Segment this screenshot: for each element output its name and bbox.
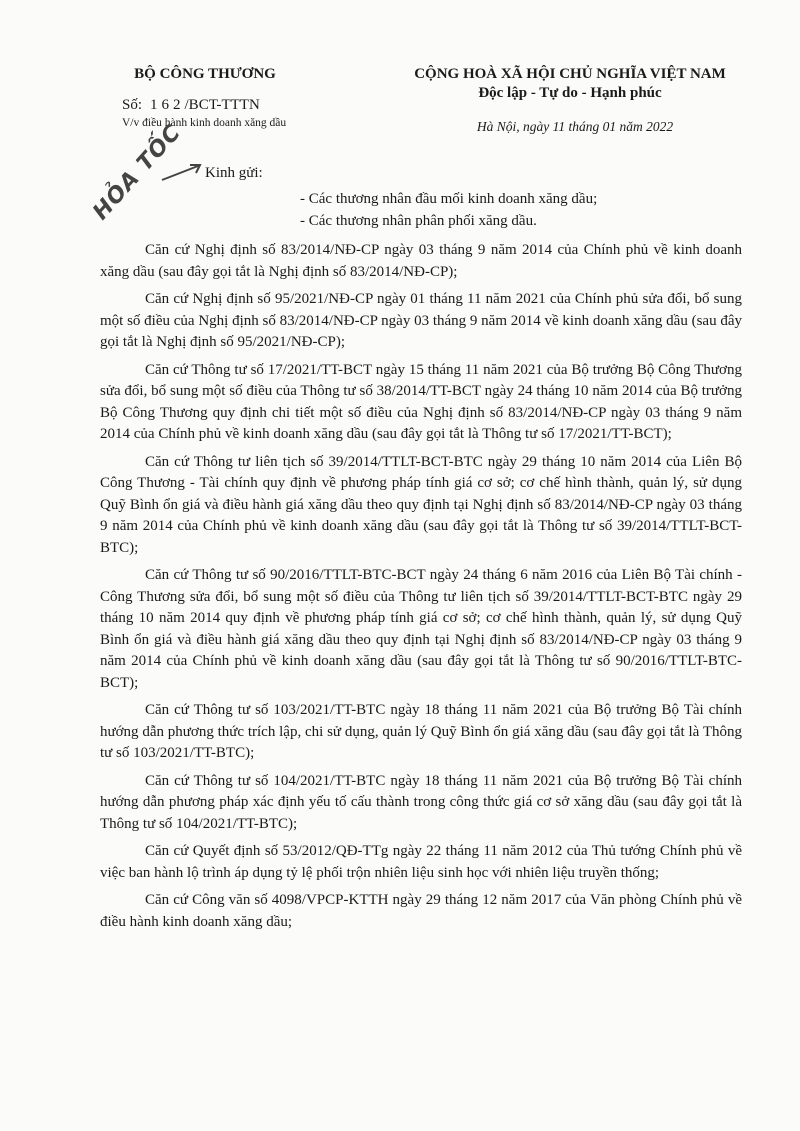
recipient-item: - Các thương nhân phân phối xăng dầu. [300, 213, 537, 229]
body-paragraph: Căn cứ Thông tư số 17/2021/TT-BCT ngày 15 tháng 11 năm 2021 của Bộ trưởng Bộ Công Thương sửa đổi, bổ sung một số điều của Thông tư số 38/2014/TT-BCT ngày 24 tháng 10 năm 2014 của Bộ trưởng Bộ Công Thương quy định chi tiết một số điều của Nghị định số 83/2014/NĐ-CP ngày 03 tháng 9 năm 2014 của Chính phủ về kinh doanh xăng dầu (sau đây gọi tắt là Thông tư số 17/2021/TT-BCT); [100, 361, 742, 442]
doc-number-prefix: Số: [122, 97, 143, 113]
doc-number-value: 162 [150, 97, 185, 113]
national-header [385, 66, 755, 135]
body-paragraph: Căn cứ Công văn số 4098/VPCP-KTTH ngày 29 tháng 12 năm 2017 của Văn phòng Chính phủ về điều hành kinh doanh xăng dầu; [100, 892, 742, 930]
ministry-name: BỘ CÔNG THƯƠNG [134, 66, 276, 82]
issuer-block [95, 66, 395, 129]
recipient-item: - Các thương nhân đầu mối kinh doanh xăng dầu; [300, 191, 598, 207]
salutation-label: Kinh gửi: [205, 165, 263, 181]
country-name: CỘNG HOÀ XÃ HỘI CHỦ NGHĨA VIỆT NAM [414, 66, 726, 82]
body-paragraph: Căn cứ Nghị định số 95/2021/NĐ-CP ngày 01 tháng 11 năm 2021 của Chính phủ sửa đổi, bổ sung một số điều của Nghị định số 83/2014/NĐ-CP ngày 03 tháng 9 năm 2014 về kinh doanh xăng dầu (sau đây gọi tắt là Nghị định số 95/2021/NĐ-CP); [100, 291, 742, 350]
urgent-stamp: HỎA TỐC [88, 120, 187, 225]
body-paragraph: Căn cứ Thông tư số 103/2021/TT-BTC ngày 18 tháng 11 năm 2021 của Bộ trưởng Bộ Tài chính hướng dẫn phương thức trích lập, chi sử dụng, quản lý Quỹ Bình ổn giá xăng dầu (sau đây gọi tắt là Thông tư số 103/2021/TT-BTC); [100, 702, 742, 761]
body-paragraph: Căn cứ Thông tư số 104/2021/TT-BTC ngày 18 tháng 11 năm 2021 của Bộ trưởng Bộ Tài chính hướng dẫn phương pháp xác định yếu tố cấu thành trong công thức giá cơ sở xăng dầu (sau đây gọi tắt là Thông tư số 104/2021/TT-BTC); [100, 772, 742, 832]
document-number [95, 97, 395, 114]
body-paragraph: Căn cứ Thông tư liên tịch số 39/2014/TTLT-BCT-BTC ngày 29 tháng 10 năm 2014 của Liên Bộ Công Thương - Tài chính quy định về phương pháp tính giá cơ sở; cơ chế hình thành, quản lý, sử dụng Quỹ Bình ổn giá và điều hành giá xăng dầu theo quy định tại Nghị định số 83/2014/NĐ-CP ngày 03 tháng 9 năm 2014 của Chính phủ về kinh doanh xăng dầu (sau đây gọi tắt là Thông tư số 39/2014/TTLT-BCT-BTC); [100, 453, 742, 556]
document-body [100, 240, 742, 939]
document-subject: V/v điều hành kinh doanh xăng dầu [122, 117, 287, 129]
body-paragraph: Căn cứ Quyết định số 53/2012/QĐ-TTg ngày 22 tháng 11 năm 2012 của Thủ tướng Chính phủ về việc ban hành lộ trình áp dụng tỷ lệ phối trộn nhiên liệu sinh học với nhiên liệu truyền thống; [100, 843, 742, 881]
doc-number-suffix: /BCT-TTTN [184, 97, 260, 113]
body-paragraph: Căn cứ Thông tư số 90/2016/TTLT-BTC-BCT ngày 24 tháng 6 năm 2016 của Liên Bộ Tài chính - Công Thương sửa đổi, bổ sung một số điều của Thông tư liên tịch số 39/2014/TTLT-BCT-BTC ngày 29 tháng 10 năm 2014 quy định về phương pháp tính giá cơ sở; cơ chế hình thành, quản lý, sử dụng Quỹ Bình ổn giá và điều hành giá xăng dầu theo quy định tại Nghị định số 83/2014/NĐ-CP ngày 03 tháng 9 năm 2014 của Chính phủ về kinh doanh xăng dầu (sau đây gọi tắt là Thông tư số 90/2016/TTLT-BTC-BCT); [100, 567, 742, 691]
recipient-list [300, 188, 597, 232]
national-motto: Độc lập - Tự do - Hạnh phúc [478, 85, 662, 101]
body-paragraph: Căn cứ Nghị định số 83/2014/NĐ-CP ngày 03 tháng 9 năm 2014 của Chính phủ về kinh doanh xăng dầu (sau đây gọi tắt là Nghị định số 83/2014/NĐ-CP); [100, 242, 742, 280]
stamp-arrow-icon [160, 162, 205, 184]
date-place: Hà Nội, ngày 11 tháng 01 năm 2022 [476, 119, 674, 134]
